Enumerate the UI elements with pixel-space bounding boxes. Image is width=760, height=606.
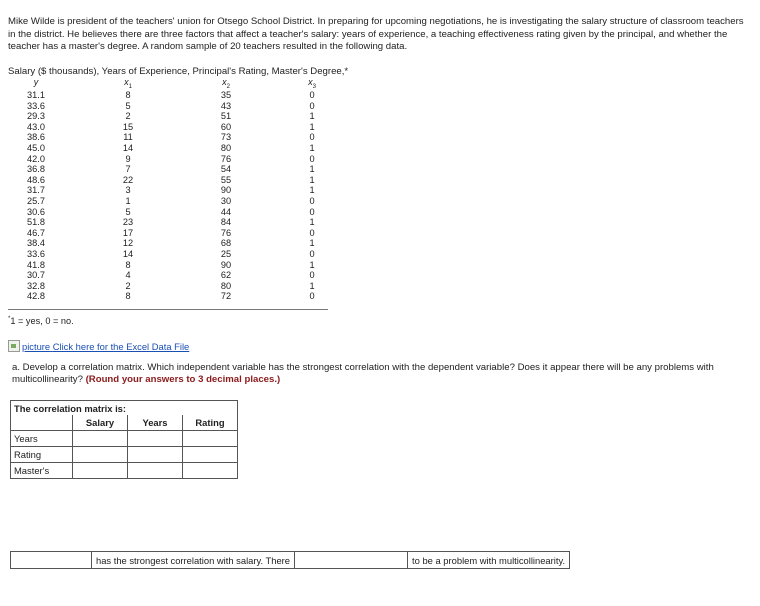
- sentence-part2: to be a problem with multicollinearity.: [412, 554, 566, 566]
- row-years: Years: [11, 431, 73, 447]
- masters-years-input[interactable]: [128, 463, 183, 479]
- table-cell: 90: [220, 185, 232, 196]
- table-cell: 1: [309, 121, 315, 132]
- table-cell: 5: [125, 100, 131, 111]
- table-cell: 9: [125, 153, 131, 164]
- table-cell: 8: [125, 90, 131, 100]
- table-cell: 80: [220, 280, 232, 291]
- table-cell: 84: [220, 217, 232, 228]
- footnote: *1 = yes, 0 = no.: [8, 316, 74, 327]
- masters-salary-input[interactable]: [73, 463, 128, 479]
- row-masters: Master's: [11, 463, 73, 479]
- years-column: [108, 90, 148, 302]
- col-header-x3: $x_3$: [308, 77, 316, 90]
- masters-column: [292, 90, 332, 302]
- table-cell: 38.6: [27, 132, 45, 143]
- table-cell: 42.8: [27, 291, 45, 302]
- table-cell: 2: [125, 280, 131, 291]
- table-cell: 23: [122, 217, 134, 228]
- table-cell: 0: [309, 90, 315, 100]
- table-bottom-rule: [8, 309, 328, 310]
- table-cell: 46.7: [27, 227, 45, 238]
- table-cell: 60: [220, 121, 232, 132]
- table-cell: 25: [220, 248, 232, 259]
- table-cell: 54: [220, 164, 232, 175]
- table-cell: 29.3: [27, 111, 45, 122]
- row-rating: Rating: [11, 447, 73, 463]
- table-cell: 0: [309, 206, 315, 217]
- table-cell: 31.1: [27, 90, 45, 100]
- table-cell: 45.0: [27, 142, 45, 153]
- excel-data-link[interactable]: [8, 340, 189, 352]
- table-cell: 43.0: [27, 121, 45, 132]
- table-cell: 14: [122, 142, 134, 153]
- col-header-x2: $x_2$: [222, 77, 230, 90]
- table-cell: 0: [309, 100, 315, 111]
- table-cell: 0: [309, 270, 315, 281]
- table-cell: 68: [220, 238, 232, 249]
- col-salary: Salary: [73, 415, 128, 431]
- picture-icon: [8, 340, 20, 352]
- table-cell: 25.7: [27, 195, 45, 206]
- answer-sentence: [10, 551, 570, 569]
- rating-salary-input[interactable]: [73, 447, 128, 463]
- table-cell: 5: [125, 206, 131, 217]
- table-cell: 11: [123, 132, 133, 143]
- col-header-y: y: [33, 77, 39, 87]
- table-cell: 22: [122, 174, 134, 185]
- excel-link-text[interactable]: Click here for the Excel Data File: [52, 340, 190, 352]
- table-cell: 30: [220, 195, 232, 206]
- question-a: a. Develop a correlation matrix. Which independent variable has the strongest correlation with the dependent variable? Does it appear there will be any problems with multicollinearity? (Round your answers to 3 decimal places.): [12, 362, 714, 385]
- table-cell: 33.6: [27, 100, 45, 111]
- rating-years-input[interactable]: [128, 447, 183, 463]
- table-cell: 0: [309, 153, 315, 164]
- table-cell: 76: [220, 227, 232, 238]
- rounding-instruction: (Round your answers to 3 decimal places.): [85, 374, 281, 385]
- table-cell: 1: [309, 259, 315, 270]
- table-cell: 0: [309, 227, 315, 238]
- table-cell: 1: [309, 174, 315, 185]
- table-cell: 38.4: [27, 238, 45, 249]
- table-cell: 31.7: [27, 185, 45, 196]
- table-cell: 32.8: [27, 280, 45, 291]
- table-cell: 15: [122, 121, 134, 132]
- years-salary-input[interactable]: [73, 431, 128, 447]
- table-cell: 35: [220, 90, 232, 100]
- table-cell: 1: [309, 217, 315, 228]
- table-cell: 0: [309, 248, 315, 259]
- multicollinearity-dropdown[interactable]: [295, 552, 408, 568]
- table-cell: 48.6: [27, 174, 45, 185]
- table-cell: 1: [309, 185, 315, 196]
- table-cell: 62: [220, 270, 232, 281]
- col-years: Years: [128, 415, 183, 431]
- table-cell: 55: [220, 174, 232, 185]
- table-cell: 14: [122, 248, 134, 259]
- table-cell: 73: [220, 132, 232, 143]
- table-cell: 51.8: [27, 217, 45, 228]
- salary-column: [16, 90, 56, 302]
- table-cell: 1: [125, 195, 131, 206]
- table-cell: 42.0: [27, 153, 45, 164]
- table-cell: 72: [220, 291, 232, 302]
- table-cell: 90: [220, 259, 232, 270]
- table-cell: 30.6: [27, 206, 45, 217]
- strongest-variable-dropdown[interactable]: [11, 552, 92, 568]
- table-cell: 44: [220, 206, 232, 217]
- table-cell: 4: [125, 270, 131, 281]
- table-cell: 51: [220, 111, 232, 122]
- table-cell: 76: [220, 153, 232, 164]
- table-cell: 7: [125, 164, 131, 175]
- rating-column: [206, 90, 246, 302]
- table-cell: 3: [125, 185, 131, 196]
- table-cell: 80: [220, 142, 232, 153]
- table-cell: 1: [309, 142, 315, 153]
- table-cell: 1: [309, 164, 315, 175]
- table-cell: 1: [309, 238, 315, 249]
- table-cell: 0: [309, 195, 315, 206]
- table-cell: 1: [309, 280, 315, 291]
- col-header-x1: $x_1$: [124, 77, 132, 90]
- table-cell: 1: [309, 111, 315, 122]
- table-cell: 12: [122, 238, 134, 249]
- table-cell: 0: [309, 132, 315, 143]
- table-cell: 8: [125, 291, 131, 302]
- sentence-part1: has the strongest correlation with salary. There: [92, 552, 295, 568]
- correlation-matrix-title: The correlation matrix is:: [11, 401, 238, 416]
- masters-rating-input[interactable]: [183, 463, 238, 479]
- picture-alt-text: picture: [22, 340, 51, 352]
- table-cell: 43: [220, 100, 232, 111]
- table-cell: 0: [309, 291, 315, 302]
- table-cell: 33.6: [27, 248, 45, 259]
- correlation-matrix: [10, 400, 238, 479]
- table-cell: 8: [125, 259, 131, 270]
- table-cell: 41.8: [27, 259, 45, 270]
- data-table-caption: Salary ($ thousands), Years of Experience, Principal's Rating, Master's Degree,*: [8, 66, 349, 77]
- table-cell: 17: [122, 227, 134, 238]
- table-cell: 36.8: [27, 164, 45, 175]
- problem-intro: Mike Wilde is president of the teachers' union for Otsego School District. In preparing for upcoming negotiations, he is investigating the salary structure of classroom teachers in the district. He believes there are three factors that affect a teacher's salary: years of experience, a teaching effectiveness rating given by the principal, and whether the teacher has a master's degree. A random sample of 20 teachers resulted in the following data.: [8, 16, 744, 53]
- col-rating: Rating: [183, 415, 238, 431]
- table-cell: 30.7: [27, 270, 45, 281]
- table-cell: 2: [125, 111, 131, 122]
